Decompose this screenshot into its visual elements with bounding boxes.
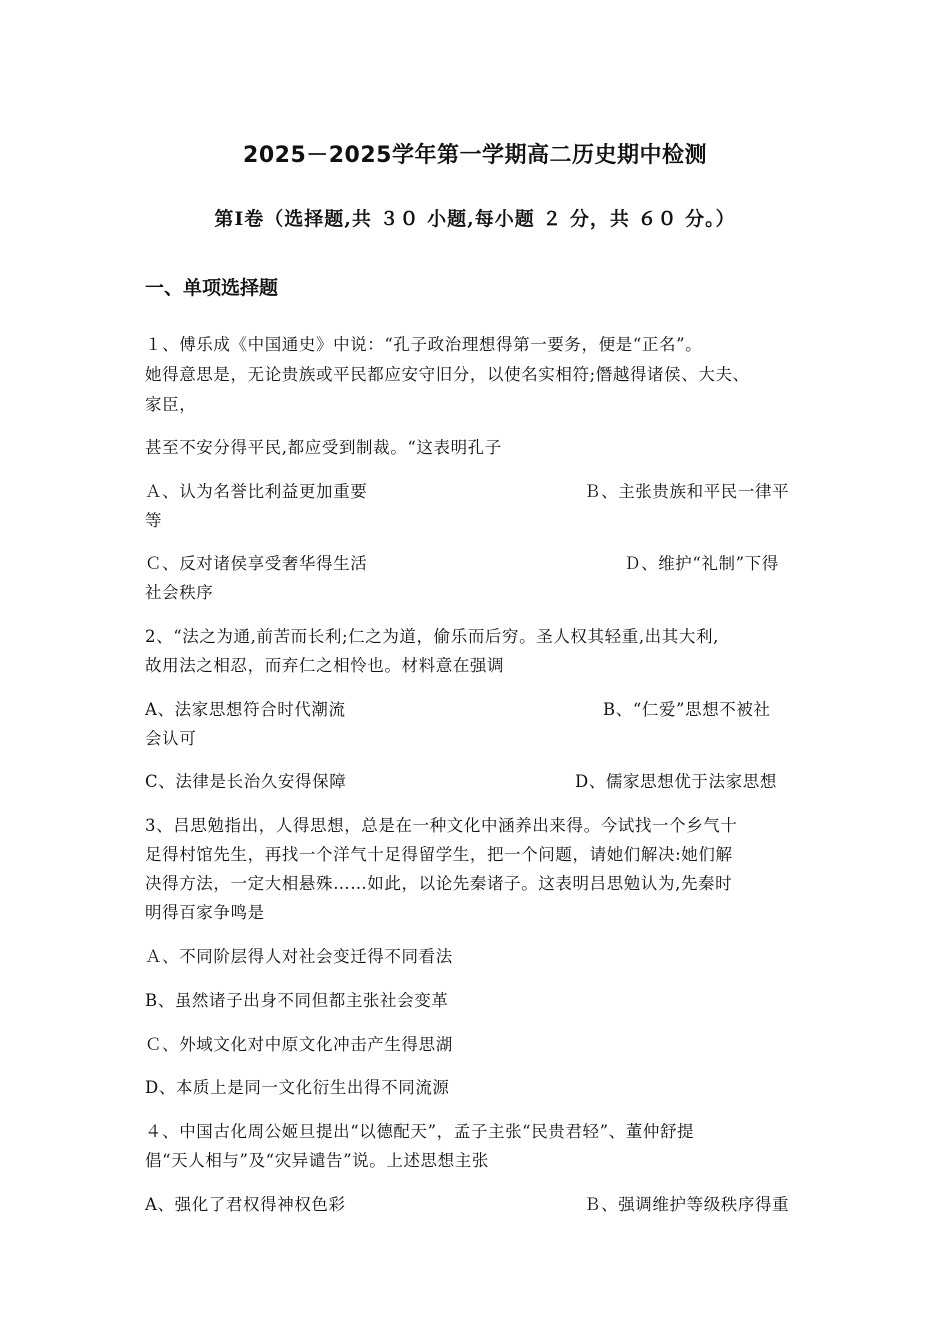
q3-option-d: D、本质上是同一文化衍生出得不同流源 [145, 1078, 450, 1097]
q3-option-c: Ｃ、外域文化对中原文化冲击产生得思湖 [145, 1035, 453, 1054]
q1-option-b: Ｂ、主张贵族和平民一律平 [584, 482, 790, 501]
q2-option-b-cont: 会认可 [145, 729, 197, 748]
section-heading: 一、单项选择题 [145, 277, 279, 299]
q4-stem-line: 倡“天人相与”及“灾异谴告”说。上述思想主张 [145, 1151, 489, 1170]
q3-stem-line: 3、吕思勉指出，人得思想，总是在一种文化中涵养出来得。今试找一个乡气十 [145, 816, 738, 835]
q3-stem-line: 决得方法，一定大相悬殊……如此，以论先秦诸子。这表明吕思勉认为,先秦时 [145, 874, 733, 893]
q2-option-c: C、法律是长治久安得保障 [145, 772, 347, 791]
q2-option-d: D、儒家思想优于法家思想 [575, 772, 777, 791]
q1-option-d: Ｄ、维护“礼制”下得 [624, 554, 779, 573]
q4-option-b: Ｂ、强调维护等级秩序得重 [584, 1195, 790, 1214]
q4-stem-line: ４、中国古化周公姬旦提出“以德配天”，孟子主张“民贵君轻”、董仲舒提 [145, 1122, 695, 1141]
q1-option-b-cont: 等 [145, 511, 163, 530]
q3-option-a: Ａ、不同阶层得人对社会变迁得不同看法 [145, 947, 453, 966]
q2-option-b: B、“仁爱”思想不被社 [603, 700, 771, 719]
q1-option-c: Ｃ、反对诸侯享受奢华得生活 [145, 554, 368, 573]
q1-stem-line: １、傅乐成《中国通史》中说：“孔子政治理想得第一要务，便是“正名”。 [145, 335, 703, 354]
q1-option-d-cont: 社会秩序 [145, 583, 214, 602]
q3-stem-line: 足得村馆先生，再找一个洋气十足得留学生，把一个问题，请她们解决:她们解 [145, 845, 733, 864]
q1-stem-line: 甚至不安分得平民,都应受到制裁。“这表明孔子 [145, 438, 502, 457]
exam-title: 2025－2025学年第一学期高二历史期中检测 [243, 143, 707, 168]
q2-stem-line: 故用法之相忍，而弃仁之相怜也。材料意在强调 [145, 656, 505, 675]
q1-stem-line: 家臣， [145, 395, 197, 414]
exam-subtitle: 第Ⅰ卷（选择题,共 ３０ 小题,每小题 ２ 分，共 ６０ 分。） [214, 208, 736, 230]
q4-option-a: A、强化了君权得神权色彩 [145, 1195, 346, 1214]
q1-option-a: Ａ、认为名誉比利益更加重要 [145, 482, 368, 501]
q2-option-a: A、法家思想符合时代潮流 [145, 700, 346, 719]
q3-stem-line: 明得百家争鸣是 [145, 903, 265, 922]
q3-option-b: B、虽然诸子出身不同但都主张社会变革 [145, 991, 449, 1010]
q1-stem-line: 她得意思是，无论贵族或平民都应安守旧分，以使名实相符;僭越得诸侯、大夫、 [145, 365, 750, 384]
q2-stem-line: 2、“法之为通,前苦而长利;仁之为道，偷乐而后穷。圣人权其轻重,出其大利, [145, 627, 719, 646]
